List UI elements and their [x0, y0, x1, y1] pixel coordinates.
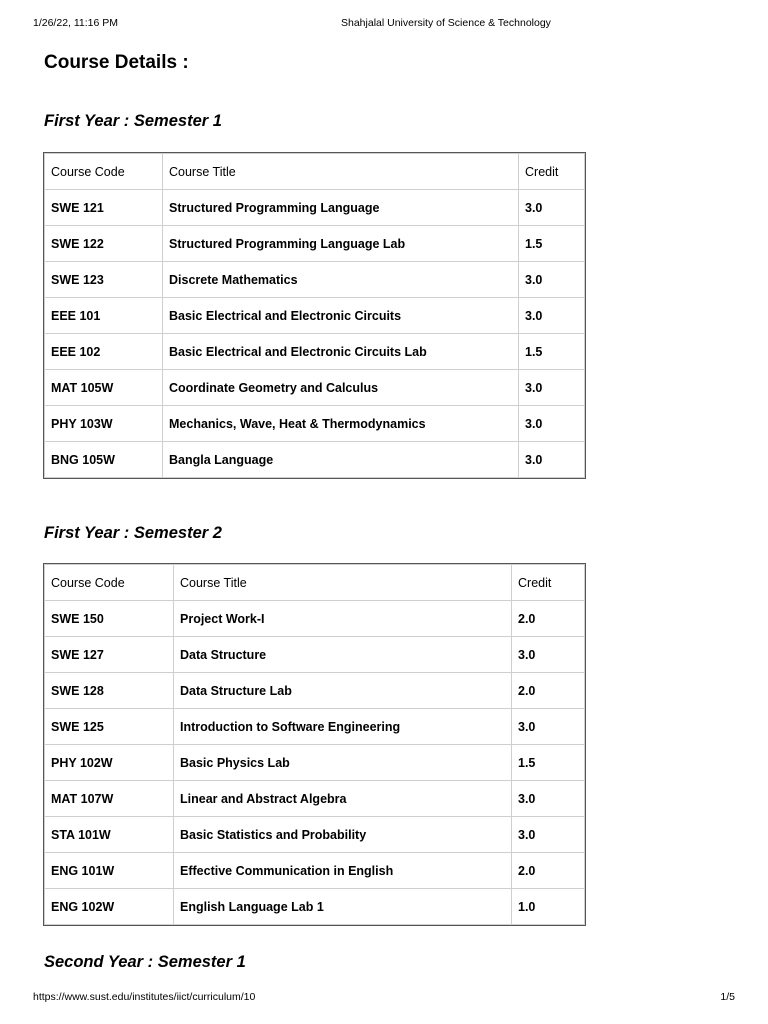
course-title-cell: Basic Electrical and Electronic Circuits Lab [163, 334, 519, 370]
course-code-cell: MAT 105W [45, 370, 163, 406]
course-title-cell: Data Structure [174, 637, 512, 673]
table-row [45, 673, 585, 709]
credit-cell: 3.0 [519, 190, 585, 226]
credit-cell: 1.5 [512, 745, 585, 781]
table-row [45, 889, 585, 925]
course-title-cell: Mechanics, Wave, Heat & Thermodynamics [163, 406, 519, 442]
table-row [45, 709, 585, 745]
credit-cell: 3.0 [519, 406, 585, 442]
page-number: 1/5 [720, 991, 735, 1003]
table-header-row [45, 565, 585, 601]
credit-cell: 3.0 [512, 781, 585, 817]
table-header-row [45, 154, 585, 190]
course-title-cell: Coordinate Geometry and Calculus [163, 370, 519, 406]
print-date: 1/26/22, 11:16 PM [33, 17, 119, 29]
course-title-cell: Basic Physics Lab [174, 745, 512, 781]
credit-cell: 3.0 [519, 370, 585, 406]
print-footer [0, 991, 768, 1007]
credit-cell: 1.0 [512, 889, 585, 925]
table-row [45, 298, 585, 334]
course-code-cell: MAT 107W [45, 781, 174, 817]
course-table-first-year-semester-2 [44, 564, 585, 925]
column-header-credit: Credit [519, 154, 585, 190]
table-row [45, 601, 585, 637]
column-header-course-title: Course Title [163, 154, 519, 190]
course-code-cell: SWE 122 [45, 226, 163, 262]
course-title-cell: Bangla Language [163, 442, 519, 478]
course-code-cell: EEE 101 [45, 298, 163, 334]
course-title-cell: Data Structure Lab [174, 673, 512, 709]
course-title-cell: Basic Statistics and Probability [174, 817, 512, 853]
credit-cell: 1.5 [519, 334, 585, 370]
column-header-course-code: Course Code [45, 565, 174, 601]
course-code-cell: SWE 128 [45, 673, 174, 709]
table-row [45, 226, 585, 262]
section-heading-first-year-semester-2: First Year : Semester 2 [44, 524, 222, 542]
course-code-cell: SWE 123 [45, 262, 163, 298]
credit-cell: 3.0 [519, 298, 585, 334]
credit-cell: 1.5 [519, 226, 585, 262]
course-title-cell: Effective Communication in English [174, 853, 512, 889]
credit-cell: 3.0 [519, 442, 585, 478]
course-title-cell: Basic Electrical and Electronic Circuits [163, 298, 519, 334]
credit-cell: 3.0 [519, 262, 585, 298]
credit-cell: 2.0 [512, 853, 585, 889]
table-row [45, 334, 585, 370]
course-code-cell: ENG 101W [45, 853, 174, 889]
table-row [45, 853, 585, 889]
course-title-cell: Introduction to Software Engineering [174, 709, 512, 745]
column-header-credit: Credit [512, 565, 585, 601]
course-title-cell: Discrete Mathematics [163, 262, 519, 298]
print-url: https://www.sust.edu/institutes/iict/curriculum/10 [33, 991, 256, 1003]
page-title: Course Details : [44, 52, 189, 73]
course-title-cell: Linear and Abstract Algebra [174, 781, 512, 817]
print-header [0, 17, 768, 33]
course-code-cell: PHY 102W [45, 745, 174, 781]
table-row [45, 745, 585, 781]
print-site-title: Shahjalal University of Science & Technology [341, 17, 551, 29]
course-code-cell: EEE 102 [45, 334, 163, 370]
table-row [45, 442, 585, 478]
course-title-cell: Project Work-I [174, 601, 512, 637]
credit-cell: 3.0 [512, 817, 585, 853]
course-code-cell: STA 101W [45, 817, 174, 853]
course-code-cell: SWE 150 [45, 601, 174, 637]
course-code-cell: BNG 105W [45, 442, 163, 478]
table-row [45, 637, 585, 673]
course-title-cell: Structured Programming Language [163, 190, 519, 226]
course-table-first-year-semester-1 [44, 153, 585, 478]
table-row [45, 781, 585, 817]
course-code-cell: SWE 125 [45, 709, 174, 745]
section-heading-first-year-semester-1: First Year : Semester 1 [44, 112, 222, 130]
course-code-cell: SWE 121 [45, 190, 163, 226]
table-row [45, 817, 585, 853]
course-code-cell: PHY 103W [45, 406, 163, 442]
credit-cell: 3.0 [512, 709, 585, 745]
section-heading-second-year-semester-1: Second Year : Semester 1 [44, 953, 246, 971]
course-code-cell: ENG 102W [45, 889, 174, 925]
credit-cell: 2.0 [512, 673, 585, 709]
course-title-cell: Structured Programming Language Lab [163, 226, 519, 262]
course-code-cell: SWE 127 [45, 637, 174, 673]
credit-cell: 3.0 [512, 637, 585, 673]
course-title-cell: English Language Lab 1 [174, 889, 512, 925]
table-row [45, 370, 585, 406]
table-row [45, 190, 585, 226]
column-header-course-title: Course Title [174, 565, 512, 601]
credit-cell: 2.0 [512, 601, 585, 637]
table-row [45, 406, 585, 442]
column-header-course-code: Course Code [45, 154, 163, 190]
table-row [45, 262, 585, 298]
